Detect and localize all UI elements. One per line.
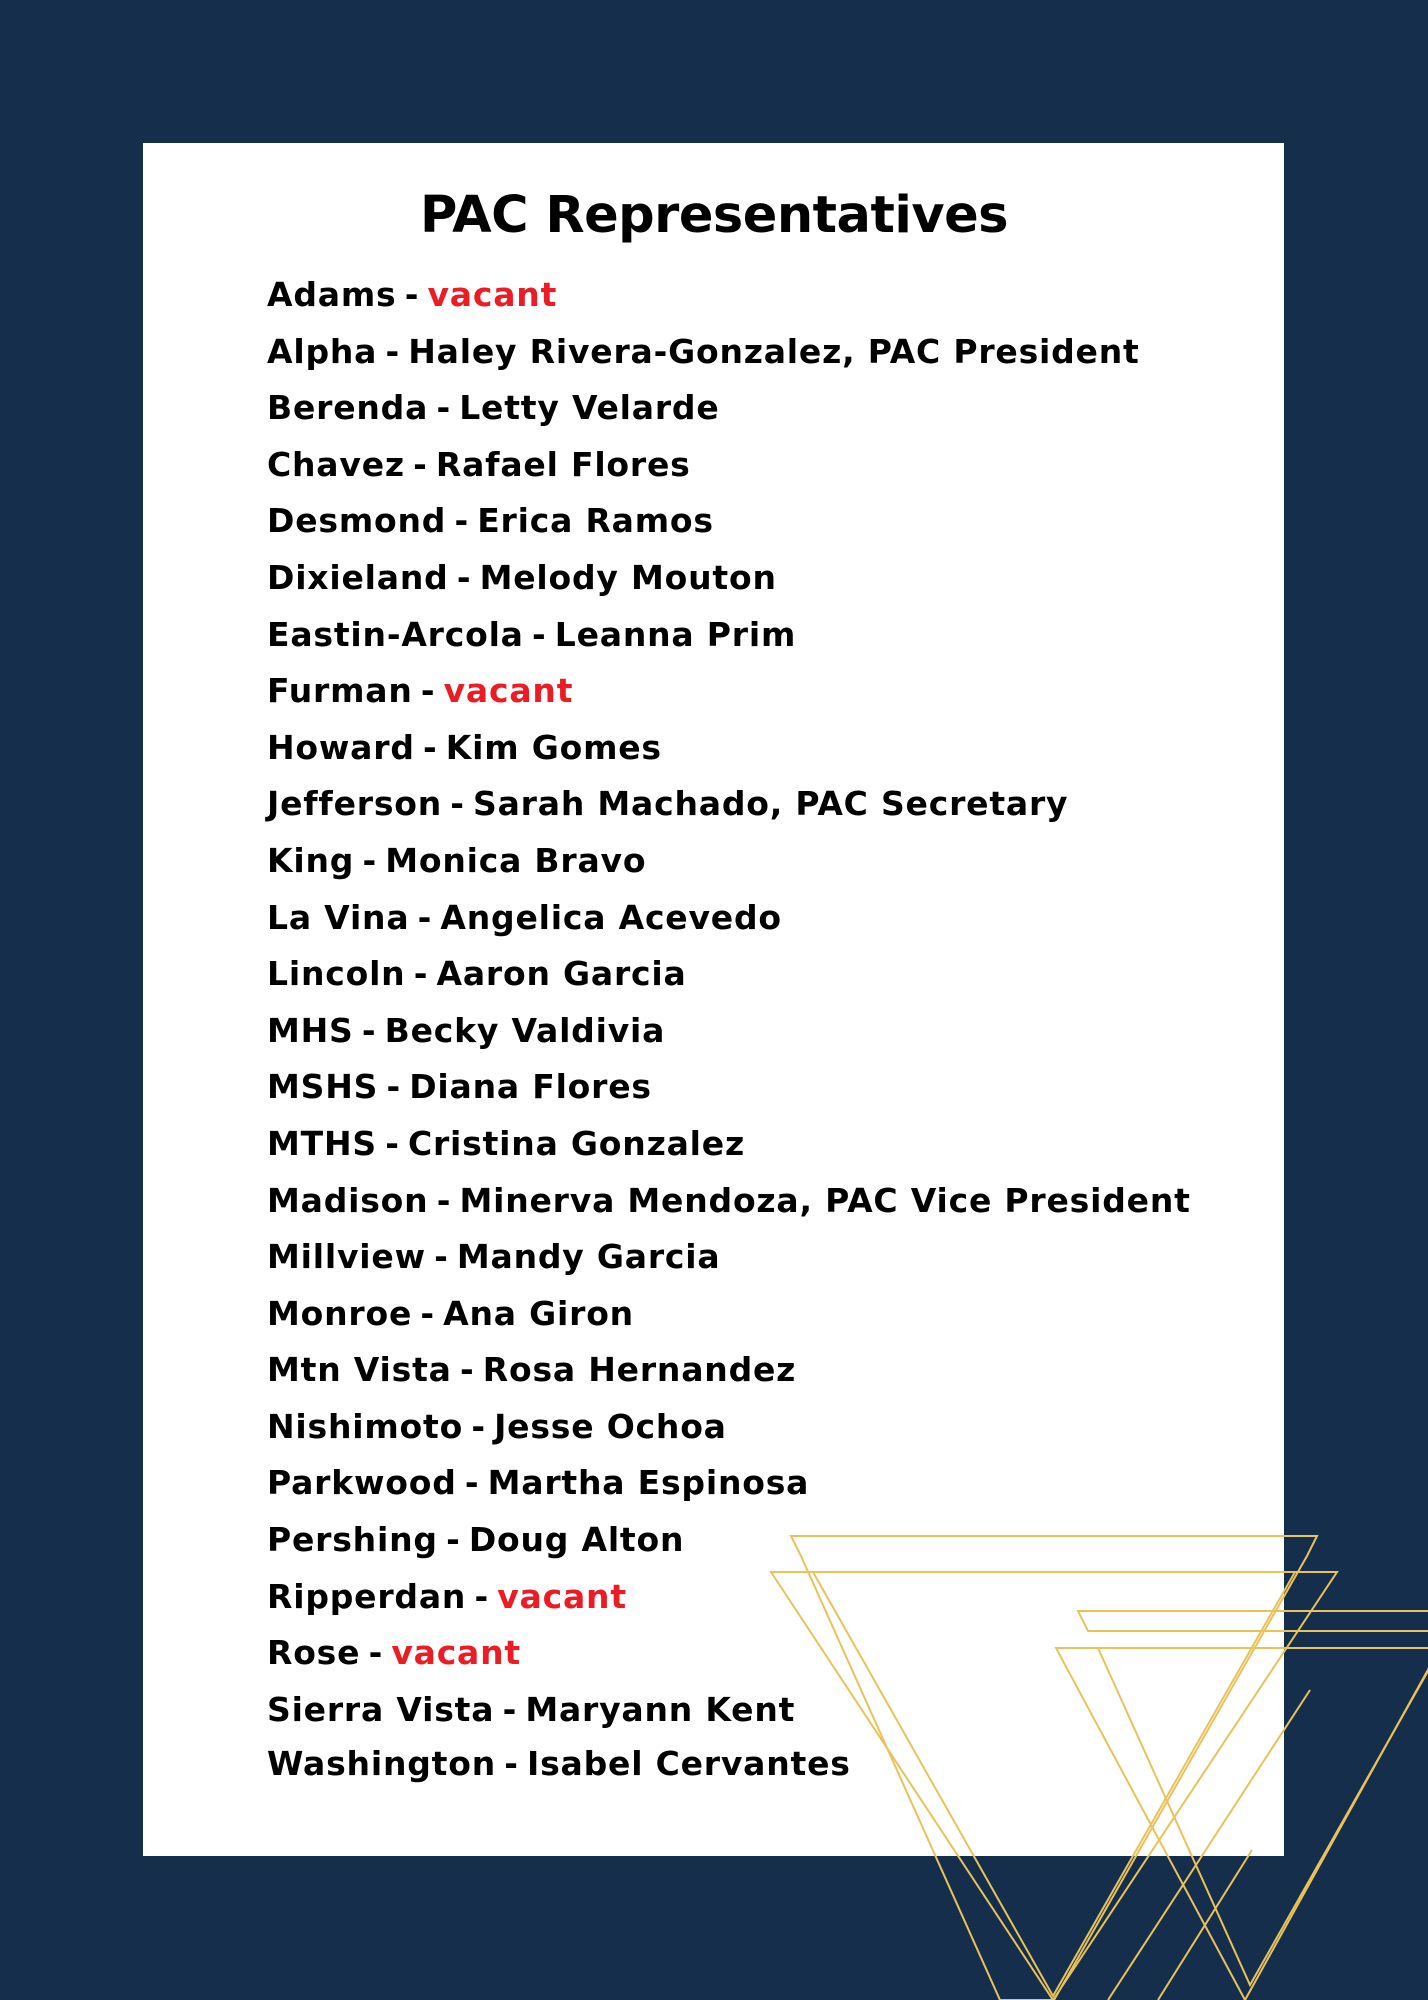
school-name: Howard — [267, 727, 415, 767]
page-title: PAC Representatives — [419, 186, 1009, 245]
representative-name: Minerva Mendoza, PAC Vice President — [459, 1180, 1191, 1220]
school-name: MSHS — [267, 1067, 379, 1107]
representative-name: Diana Flores — [409, 1067, 652, 1107]
separator: - — [420, 671, 436, 711]
list-item — [267, 1399, 1191, 1456]
vacant-status: vacant — [497, 1576, 627, 1616]
school-name: Jefferson — [267, 784, 443, 824]
representative-name: Sarah Machado, PAC Secretary — [473, 784, 1069, 824]
list-item — [267, 720, 1191, 777]
representative-name: Becky Valdivia — [384, 1010, 666, 1050]
separator: - — [362, 840, 377, 880]
separator: - — [413, 444, 428, 484]
list-item — [267, 493, 1191, 550]
school-name: MTHS — [267, 1123, 377, 1163]
separator: - — [386, 1067, 401, 1107]
school-name: Millview — [267, 1237, 426, 1277]
list-item — [267, 833, 1191, 890]
list-item — [267, 1455, 1191, 1512]
list-item — [267, 1229, 1191, 1286]
list-item — [267, 1569, 1191, 1626]
school-name: Berenda — [267, 388, 429, 428]
representative-name: Maryann Kent — [525, 1689, 796, 1729]
school-name: Washington — [267, 1744, 496, 1784]
representative-name: Rafael Flores — [435, 444, 691, 484]
school-name: Alpha — [267, 331, 378, 371]
separator: - — [436, 388, 451, 428]
separator: - — [436, 1180, 452, 1220]
school-name: Adams — [267, 275, 397, 314]
list-item — [267, 1059, 1191, 1116]
list-item — [267, 1738, 1191, 1789]
vacant-status: vacant — [391, 1633, 521, 1673]
separator: - — [385, 331, 400, 371]
separator: - — [423, 727, 438, 767]
representative-name: Letty Velarde — [459, 388, 720, 428]
separator: - — [361, 1010, 377, 1050]
separator: - — [368, 1633, 384, 1673]
school-name: Desmond — [267, 501, 447, 541]
separator: - — [460, 1350, 475, 1390]
separator: - — [471, 1406, 486, 1446]
list-item — [267, 776, 1191, 833]
list-item — [267, 1512, 1191, 1569]
school-name: Pershing — [267, 1520, 438, 1560]
representative-name: Doug Alton — [468, 1520, 685, 1560]
representatives-list — [267, 267, 1191, 1789]
separator: - — [420, 1293, 435, 1333]
list-item — [267, 324, 1191, 381]
school-name: Mtn Vista — [267, 1350, 452, 1390]
representative-name: Jesse Ochoa — [494, 1406, 727, 1446]
list-item — [267, 1173, 1191, 1230]
separator: - — [413, 954, 429, 994]
representative-name: Angelica Acevedo — [440, 897, 782, 937]
separator: - — [417, 897, 433, 937]
list-item — [267, 1342, 1191, 1399]
representative-name: Monica Bravo — [385, 840, 647, 880]
school-name: Lincoln — [267, 954, 406, 994]
list-item — [267, 946, 1191, 1003]
school-name: La Vina — [267, 897, 410, 937]
school-name: MHS — [267, 1010, 354, 1050]
separator: - — [385, 1123, 400, 1163]
separator: - — [464, 1463, 480, 1503]
school-name: Eastin-Arcola — [267, 614, 524, 654]
list-item — [267, 1625, 1191, 1682]
separator: - — [404, 275, 420, 314]
separator: - — [446, 1520, 461, 1560]
list-item — [267, 1116, 1191, 1173]
representative-name: Cristina Gonzalez — [407, 1123, 745, 1163]
list-item — [267, 1286, 1191, 1343]
separator: - — [454, 501, 469, 541]
list-item — [267, 380, 1191, 437]
representative-name: Erica Ramos — [477, 501, 714, 541]
school-name: Sierra Vista — [267, 1689, 495, 1729]
list-item — [267, 1003, 1191, 1060]
vacant-status: vacant — [443, 671, 574, 711]
school-name: Nishimoto — [267, 1406, 464, 1446]
representative-name: Ana Giron — [443, 1293, 634, 1333]
representative-name: Haley Rivera-Gonzalez, PAC President — [408, 331, 1140, 371]
separator: - — [532, 614, 547, 654]
separator: - — [456, 557, 472, 597]
separator: - — [474, 1576, 489, 1616]
list-item — [267, 663, 1191, 720]
school-name: Monroe — [267, 1293, 413, 1333]
school-name: Ripperdan — [267, 1576, 467, 1616]
school-name: Chavez — [267, 444, 405, 484]
vacant-status: vacant — [427, 275, 558, 314]
representative-name: Aaron Garcia — [436, 954, 687, 994]
representative-name: Isabel Cervantes — [527, 1744, 851, 1784]
representative-name: Mandy Garcia — [456, 1237, 721, 1277]
list-item — [267, 890, 1191, 947]
representative-name: Rosa Hernandez — [482, 1350, 797, 1390]
separator: - — [450, 784, 465, 824]
separator: - — [502, 1689, 518, 1729]
representative-name: Leanna Prim — [554, 614, 797, 654]
list-item — [267, 607, 1191, 664]
representative-name: Melody Mouton — [479, 557, 777, 597]
school-name: King — [267, 840, 355, 880]
school-name: Furman — [267, 671, 413, 711]
school-name: Dixieland — [267, 557, 449, 597]
school-name: Parkwood — [267, 1463, 457, 1503]
list-item — [267, 437, 1191, 494]
representative-name: Kim Gomes — [445, 727, 662, 767]
list-item — [267, 1682, 1191, 1739]
list-item — [267, 267, 1191, 324]
separator: - — [434, 1237, 449, 1277]
list-item — [267, 550, 1191, 607]
school-name: Rose — [267, 1633, 361, 1673]
representative-name: Martha Espinosa — [487, 1463, 810, 1503]
separator: - — [504, 1744, 519, 1784]
school-name: Madison — [267, 1180, 429, 1220]
